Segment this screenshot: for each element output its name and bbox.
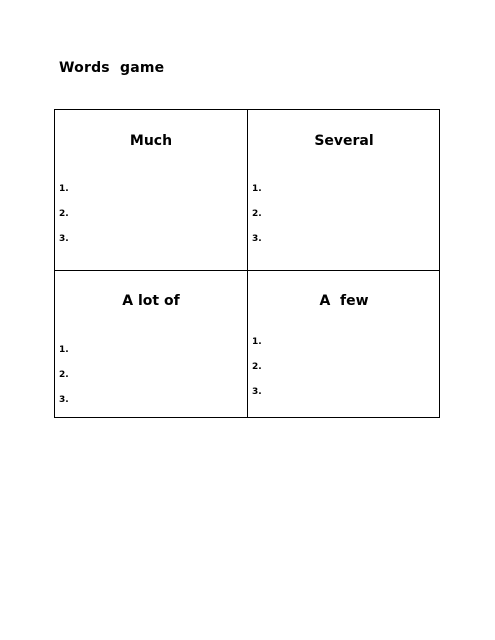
list-item-number: 3.: [252, 234, 262, 244]
cell-several: [248, 110, 440, 270]
list-item-number: 3.: [252, 387, 262, 397]
list-item-number: 1.: [252, 184, 262, 194]
word-grid: [54, 109, 440, 418]
cell-title: A lot of: [122, 293, 180, 309]
cell-title: A few: [319, 293, 369, 309]
cell-much: [55, 110, 247, 270]
list-item-number: 3.: [59, 234, 69, 244]
cell-title: Several: [314, 133, 374, 149]
cell-title: Much: [129, 133, 173, 149]
list-item-number: 2.: [59, 209, 69, 219]
cell-a-lot-of: [55, 271, 247, 418]
list-item-number: 2.: [252, 362, 262, 372]
list-item-number: 1.: [59, 184, 69, 194]
list-item-number: 3.: [59, 395, 69, 405]
page-title: Words game: [59, 60, 165, 76]
list-item-number: 1.: [252, 337, 262, 347]
list-item-number: 1.: [59, 345, 69, 355]
list-item-number: 2.: [59, 370, 69, 380]
list-item-number: 2.: [252, 209, 262, 219]
cell-a-few: [248, 271, 440, 418]
